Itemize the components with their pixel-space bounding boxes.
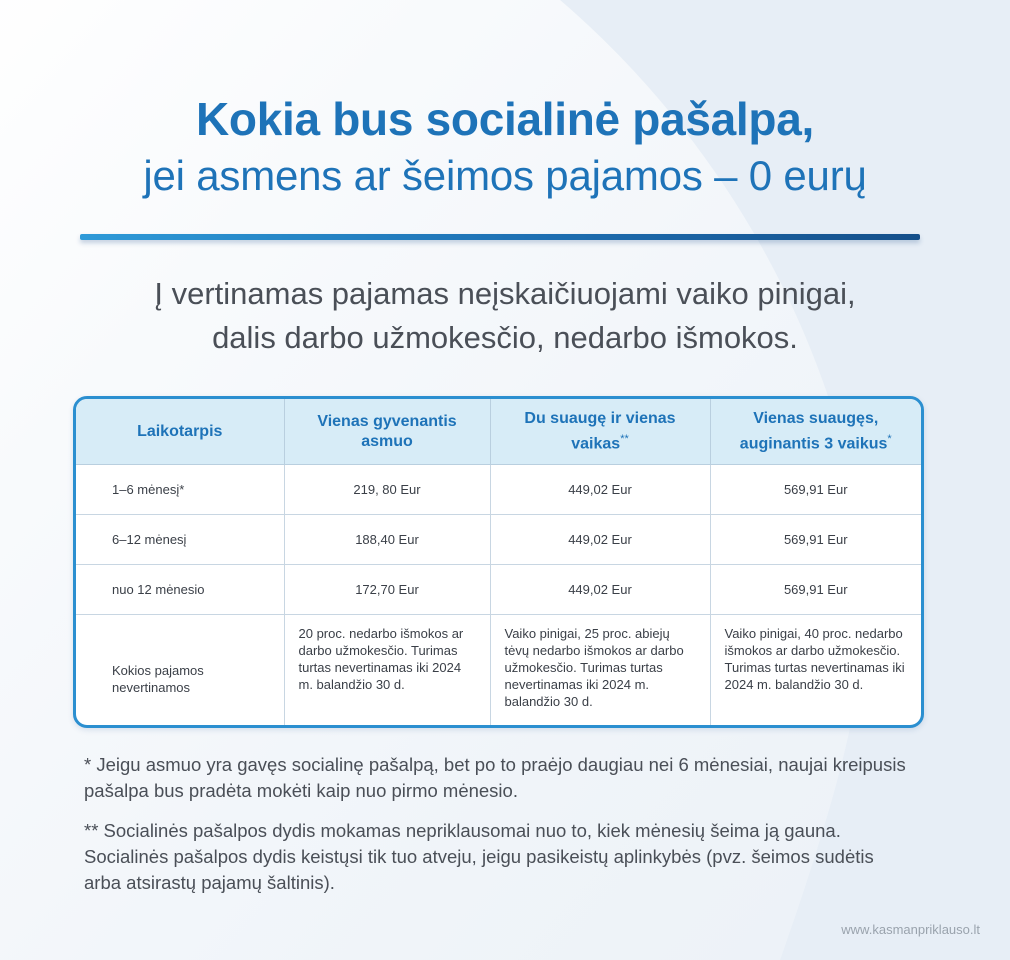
period-cell: nuo 12 mėnesio — [76, 565, 284, 615]
two-adults-amount-cell: 449,02 Eur — [490, 465, 710, 515]
header-two-adults-mark: ** — [620, 432, 629, 445]
footnote-2: ** Socialinės pašalpos dydis mokamas nepriklausomai nuo to, kiek mėnesių šeima ją gauna. Socialinės pašalpos dydis keistųsi tik tuo atveju, jeigu pasikeistų aplinkybės (pvz. šeimos sudėtis arba atsirastų pajamų šaltinis). — [84, 820, 874, 893]
single-amount-cell: 219, 80 Eur — [284, 465, 490, 515]
footnote-1: * Jeigu asmuo yra gavęs socialinę pašalpą, bet po to praėjo daugiau nei 6 mėnesiai, naujai kreipusis pašalpa bus pradėta mokėti kaip nuo pirmo mėnesio. — [84, 754, 906, 801]
header-two-adults-label: Du suaugę ir vienas vaikas — [524, 409, 676, 453]
header-one-adult-mark: * — [887, 432, 892, 445]
excluded-income-single: 20 proc. nedarbo išmokos ar darbo užmokesčio. Turimas turtas nevertinamas iki 2024 m. balandžio 30 d. — [284, 615, 490, 729]
table-row — [76, 465, 921, 515]
header-one-adult-three-children — [710, 399, 921, 465]
excluded-income-two-adults: Vaiko pinigai, 25 proc. abiejų tėvų nedarbo išmokos ar darbo užmokesčio. Turimas turtas nevertinamas iki 2024 m. balandžio 30 d. — [490, 615, 710, 729]
table-row-excluded-income — [76, 615, 921, 729]
header-one-adult-label: Vienas suaugęs, auginantis 3 vaikus — [739, 409, 888, 453]
header-single-person: Vienas gyvenantis asmuo — [284, 399, 490, 465]
page-title: Kokia bus socialinė pašalpa, — [196, 93, 814, 145]
period-cell: 1–6 mėnesį* — [76, 465, 284, 515]
title-divider — [80, 234, 920, 240]
one-adult-amount-cell: 569,91 Eur — [710, 515, 921, 565]
subtitle — [0, 272, 1010, 360]
one-adult-amount-cell: 569,91 Eur — [710, 465, 921, 515]
two-adults-amount-cell: 449,02 Eur — [490, 515, 710, 565]
single-amount-cell: 172,70 Eur — [284, 565, 490, 615]
subtitle-line-1: Į vertinamas pajamas neįskaičiuojami vaiko pinigai, — [154, 276, 856, 311]
table-row — [76, 565, 921, 615]
allowance-table — [73, 396, 924, 728]
excluded-income-label: Kokios pajamos nevertinamos — [76, 615, 284, 729]
table-row — [76, 515, 921, 565]
page-title-subline: jei asmens ar šeimos pajamos – 0 eurų — [143, 152, 867, 199]
header-period: Laikotarpis — [76, 399, 284, 465]
website-url: www.kasmanpriklauso.lt — [841, 922, 980, 937]
table-header-row — [76, 399, 921, 465]
period-cell: 6–12 mėnesį — [76, 515, 284, 565]
header-two-adults-one-child — [490, 399, 710, 465]
one-adult-amount-cell: 569,91 Eur — [710, 565, 921, 615]
excluded-income-one-adult: Vaiko pinigai, 40 proc. nedarbo išmokos ar darbo užmokesčio. Turimas turtas nevertinamas iki 2024 m. balandžio 30 d. — [724, 626, 905, 692]
two-adults-amount-cell: 449,02 Eur — [490, 565, 710, 615]
single-amount-cell: 188,40 Eur — [284, 515, 490, 565]
subtitle-line-2: dalis darbo užmokesčio, nedarbo išmokos. — [212, 320, 798, 355]
